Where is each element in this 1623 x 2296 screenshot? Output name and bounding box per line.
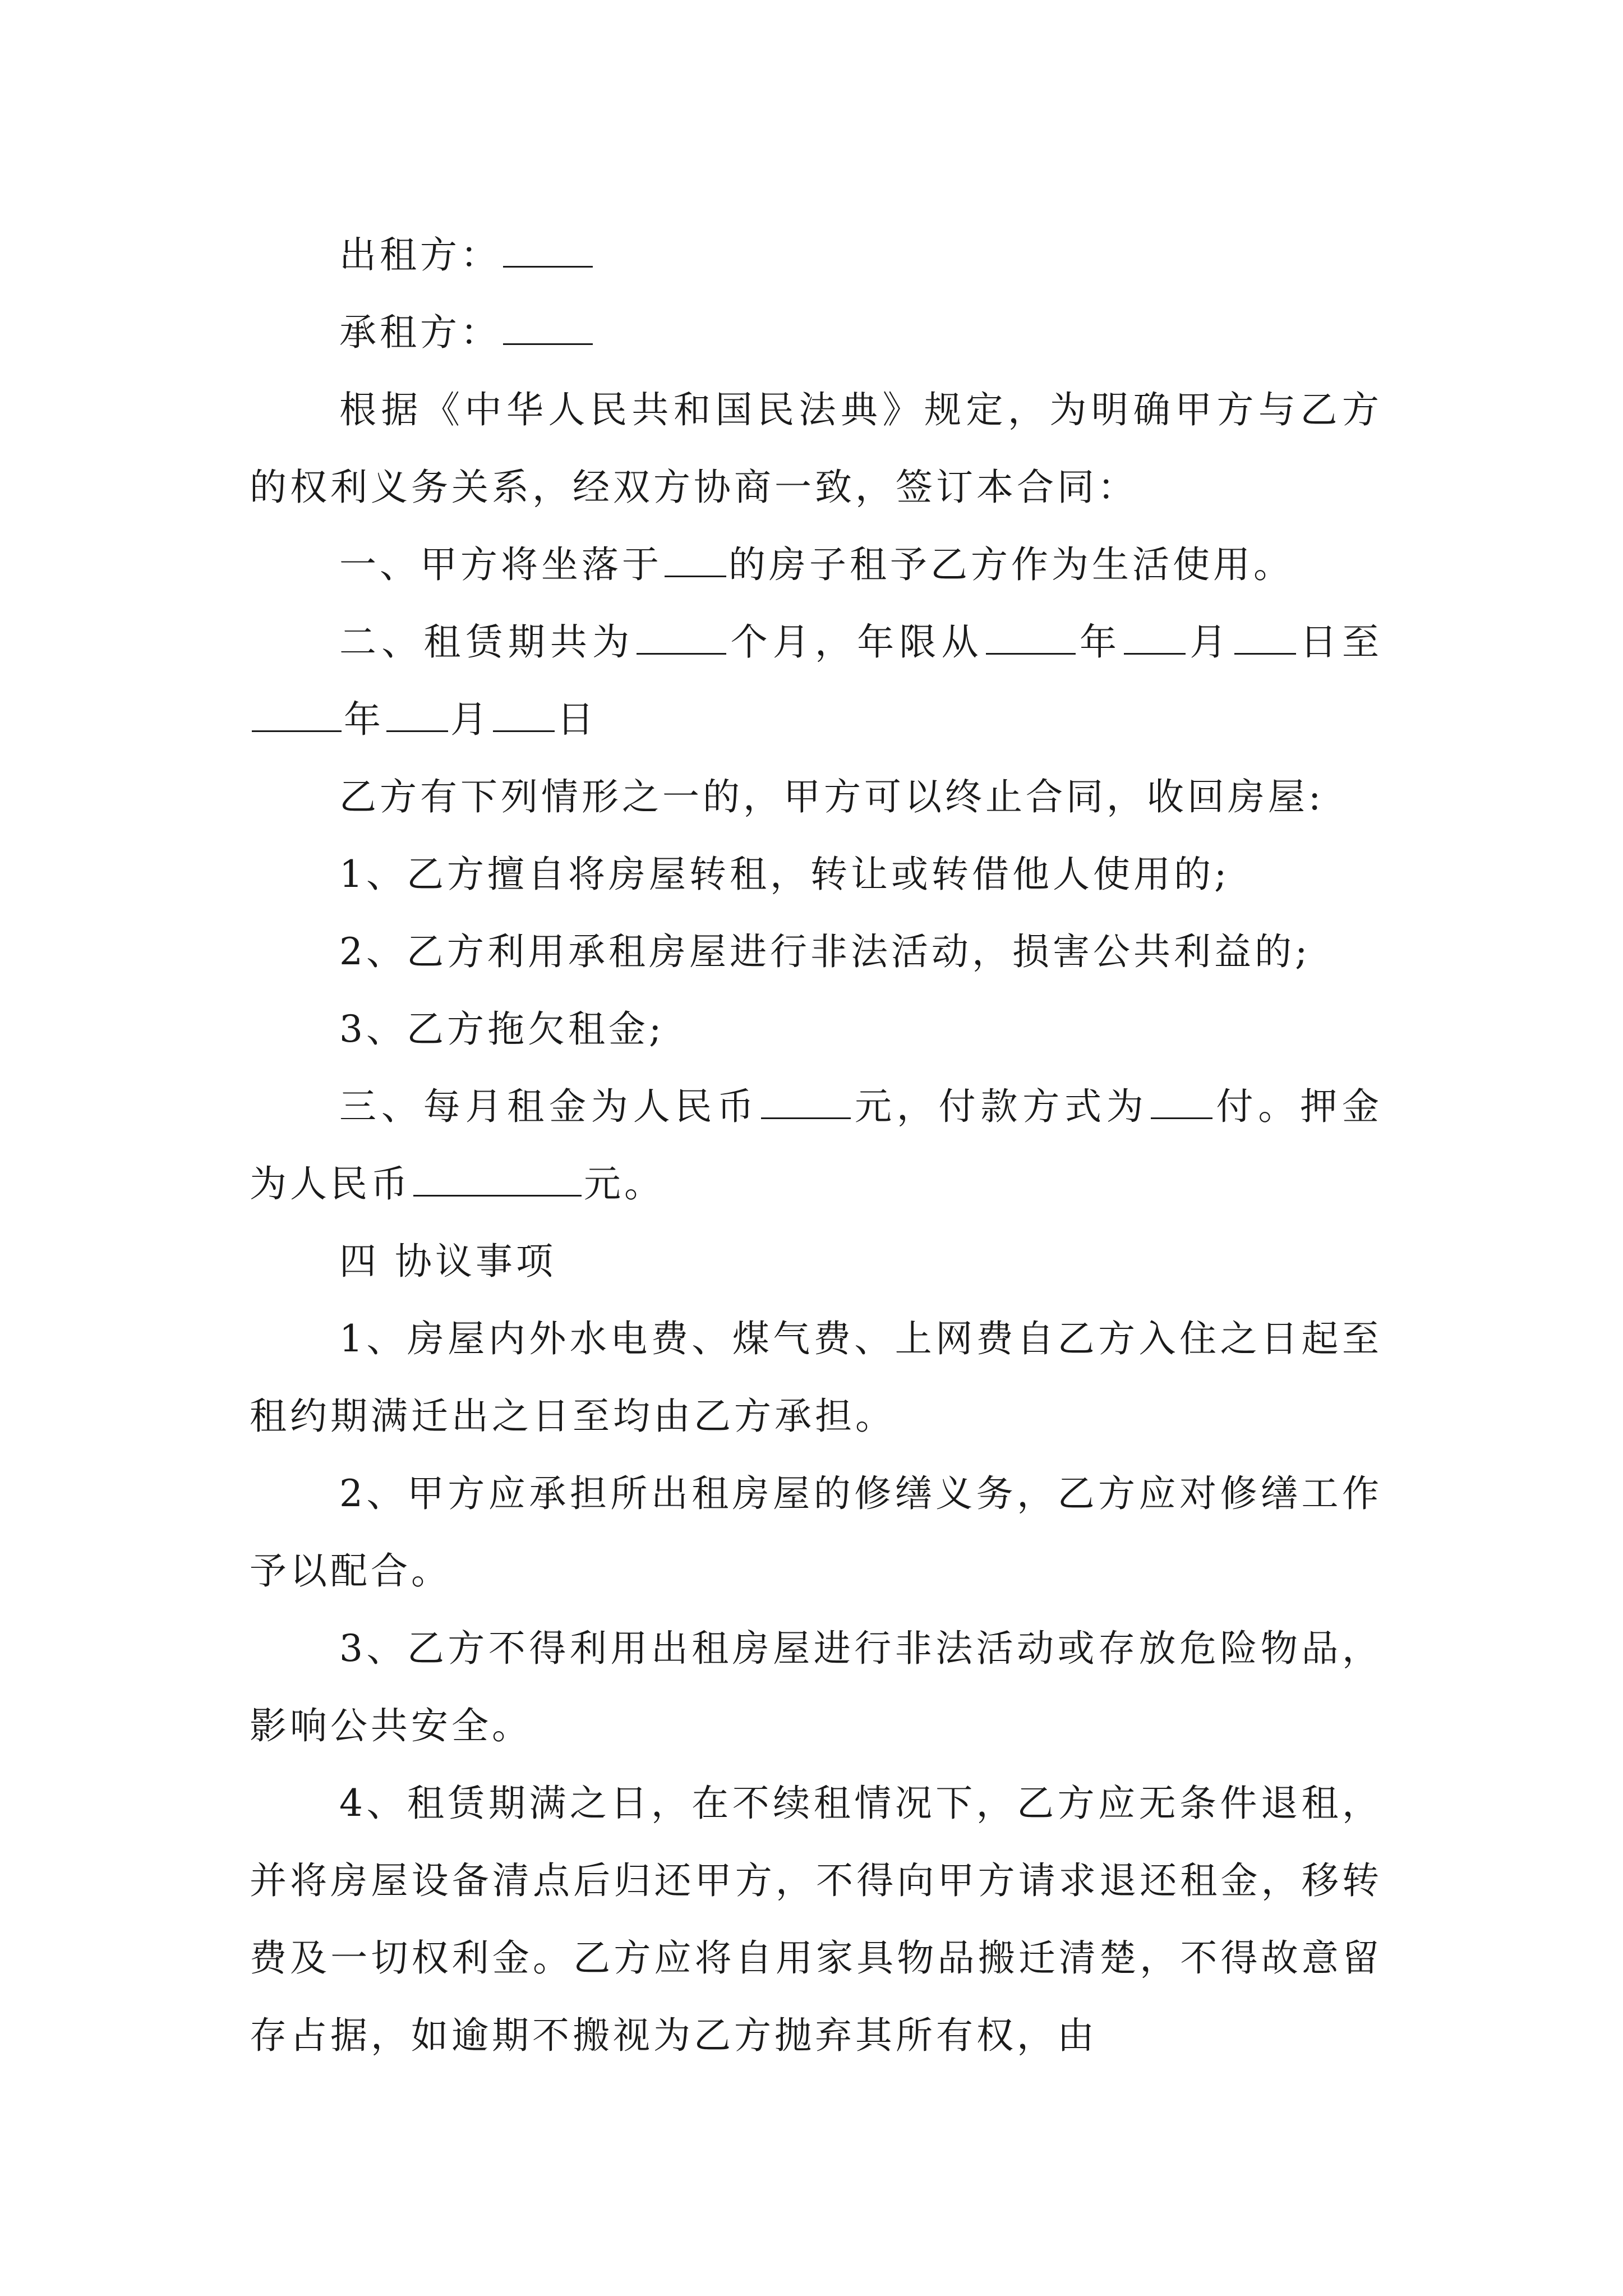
rent-blank[interactable] [761,1086,851,1119]
start-day-label: 日 [1298,620,1343,664]
agreement-item-3: 3、乙方不得利用出租房屋进行非法活动或存放危险物品，影响公共安全。 [250,1627,1382,1747]
contract-body [250,217,1382,2074]
lessee-label: 承租方： [339,311,501,354]
termination-item-2: 2、乙方利用承租房屋进行非法活动，损害公共利益的; [339,930,1311,973]
payment-method-blank[interactable] [1151,1086,1212,1119]
end-year-label: 年 [344,698,384,741]
start-day-blank[interactable] [1234,622,1296,655]
lessor-label: 出租方： [339,233,501,277]
months-blank[interactable] [637,622,726,655]
start-year-blank[interactable] [986,622,1076,655]
lessee-blank[interactable] [503,312,593,345]
intro-paragraph: 根据《中华人民共和国民法典》规定，为明确甲方与乙方的权利义务关系，经双方协商一致，签订本合同： [250,388,1382,509]
termination-item-1: 1、乙方擅自将房屋转租，转让或转借他人使用的; [339,853,1230,896]
start-month-blank[interactable] [1124,622,1186,655]
agreement-item-2: 2、甲方应承担所出租房屋的修缮义务，乙方应对修缮工作予以配合。 [250,1472,1382,1593]
lessor-line [250,217,1382,294]
clause-3-a: 三、每月租金为人民币 [339,1085,759,1128]
clause-1-pre: 一、甲方将坐落于 [339,543,662,586]
end-day-blank[interactable] [493,699,555,732]
clause-3-b: 元，付款方式为 [853,1085,1149,1128]
clause-1-post: 的房子租予乙方作为生活使用。 [728,543,1294,586]
clause-3 [250,1068,1382,1223]
clause-2 [250,604,1382,758]
clause-2-a: 二、租赁期共为 [339,620,635,664]
to-label: 至 [1342,620,1383,664]
clause-2-b: 个月，年限从 [728,620,984,664]
end-month-label: 月 [450,698,491,741]
termination-intro: 乙方有下列情形之一的，甲方可以终止合同，收回房屋: [339,775,1325,818]
location-blank[interactable] [665,544,726,577]
end-month-blank[interactable] [386,699,448,732]
clause-3-c: 付。押金为人民币 [250,1085,1383,1205]
lessor-blank[interactable] [503,234,593,268]
end-year-blank[interactable] [252,699,342,732]
agreement-item-4: 4、租赁期满之日，在不续租情况下，乙方应无条件退租，并将房屋设备清点后归还甲方，不得向甲方请求退还租金，移转费及一切权利金。乙方应将自用家具物品搬迁清楚，不得故意留存占据，如逾期不搬视为乙方抛弃其所有权，由 [250,1782,1382,2057]
clause-4-title: 四 协议事项 [339,1240,556,1283]
end-day-label: 日 [557,698,597,741]
clause-1 [250,526,1382,604]
termination-item-3: 3、乙方拖欠租金; [339,1007,665,1051]
start-year-label: 年 [1077,620,1122,664]
deposit-blank[interactable] [413,1163,582,1197]
lessee-line [250,294,1382,371]
start-month-label: 月 [1188,620,1232,664]
clause-3-d: 元。 [584,1162,665,1205]
agreement-item-1: 1、房屋内外水电费、煤气费、上网费自乙方入住之日起至租约期满迁出之日至均由乙方承担。 [250,1317,1382,1438]
